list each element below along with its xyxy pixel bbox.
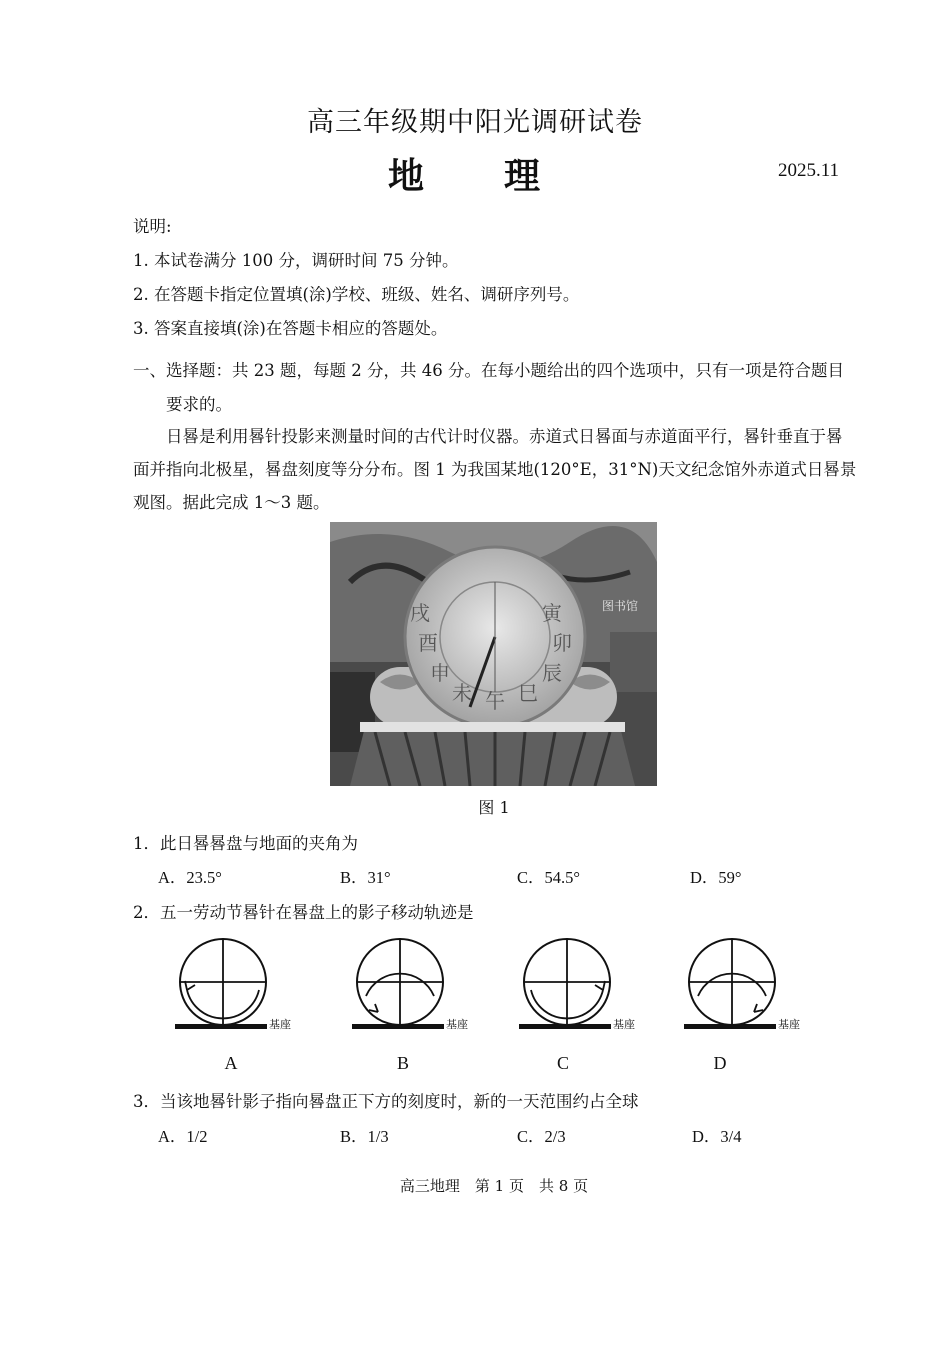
base-label: 基座 [613, 1018, 635, 1031]
question-2-stem: 2．五一劳动节晷针在晷盘上的影子移动轨迹是 [133, 903, 474, 922]
dial-char: 寅 [542, 601, 562, 625]
page-footer: 高三地理 第 1 页 共 8 页 [399, 1177, 589, 1195]
q3-option-c[interactable]: C．2/3 [517, 1127, 566, 1146]
passage-text: 日晷是利用晷针投影来测量时间的古代计时仪器。赤道式日晷面与赤道面平行，晷针垂直于晷面并指向北极星，晷盘刻度等分分布。图 1 为我国某地(120°E，31°N)天文纪念馆外赤道式日晷景观图。据此完成 1～3 题。 [133, 427, 857, 512]
dial-diagram-a[interactable] [173, 938, 313, 1038]
section-heading-cont: 要求的。 [166, 395, 232, 414]
base-label: 基座 [446, 1018, 468, 1031]
dial-diagram-d[interactable] [682, 938, 822, 1038]
question-1-stem: 1．此日晷晷盘与地面的夹角为 [133, 834, 358, 853]
figure-caption: 图 1 [478, 798, 510, 817]
question-3-stem: 3．当该地晷针影子指向晷盘正下方的刻度时，新的一天范围约占全球 [133, 1092, 639, 1111]
subject-title: 地 理 [387, 155, 562, 197]
sundial-photo [330, 522, 657, 786]
dial-label-a: A [224, 1053, 238, 1073]
q1-option-b[interactable]: B．31° [340, 868, 391, 887]
dial-char: 卯 [552, 631, 572, 655]
dial-char: 午 [485, 689, 505, 713]
dial-char: 申 [430, 661, 450, 685]
q3-option-a[interactable]: A．1/2 [158, 1127, 208, 1146]
sundial-illustration [330, 522, 657, 786]
dial-char: 酉 [418, 631, 438, 655]
dial-label-c: C [556, 1053, 569, 1073]
dial-diagram-b[interactable] [350, 938, 490, 1038]
instruction-item: 1. 本试卷满分 100 分，调研时间 75 分钟。 [133, 251, 459, 270]
exam-title: 高三年级期中阳光调研试卷 [307, 107, 643, 138]
dial-label-d: D [713, 1053, 727, 1073]
base-label: 基座 [269, 1018, 291, 1031]
q1-option-d[interactable]: D．59° [690, 868, 742, 887]
q3-option-d[interactable]: D．3/4 [692, 1127, 742, 1146]
library-sign: 图书馆 [602, 599, 639, 613]
dial-label-b: B [396, 1053, 409, 1073]
instruction-item: 2. 在答题卡指定位置填(涂)学校、班级、姓名、调研序列号。 [133, 285, 580, 304]
dial-char: 未 [452, 681, 472, 705]
passage [133, 420, 858, 519]
exam-date: 2025.11 [778, 160, 840, 181]
dial-char: 辰 [542, 661, 562, 685]
base-label: 基座 [778, 1018, 800, 1031]
dial-char: 戌 [410, 601, 430, 625]
q1-option-a[interactable]: A．23.5° [158, 868, 222, 887]
section-heading: 一、选择题：共 23 题，每题 2 分，共 46 分。在每小题给出的四个选项中，只有一项是符合题目 [133, 361, 844, 380]
instructions-heading: 说明: [133, 217, 172, 236]
instruction-item: 3. 答案直接填(涂)在答题卡相应的答题处。 [133, 319, 448, 338]
q3-option-b[interactable]: B．1/3 [340, 1127, 389, 1146]
dial-char: 巳 [518, 681, 538, 705]
dial-diagram-c[interactable] [517, 938, 657, 1038]
q1-option-c[interactable]: C．54.5° [517, 868, 580, 887]
